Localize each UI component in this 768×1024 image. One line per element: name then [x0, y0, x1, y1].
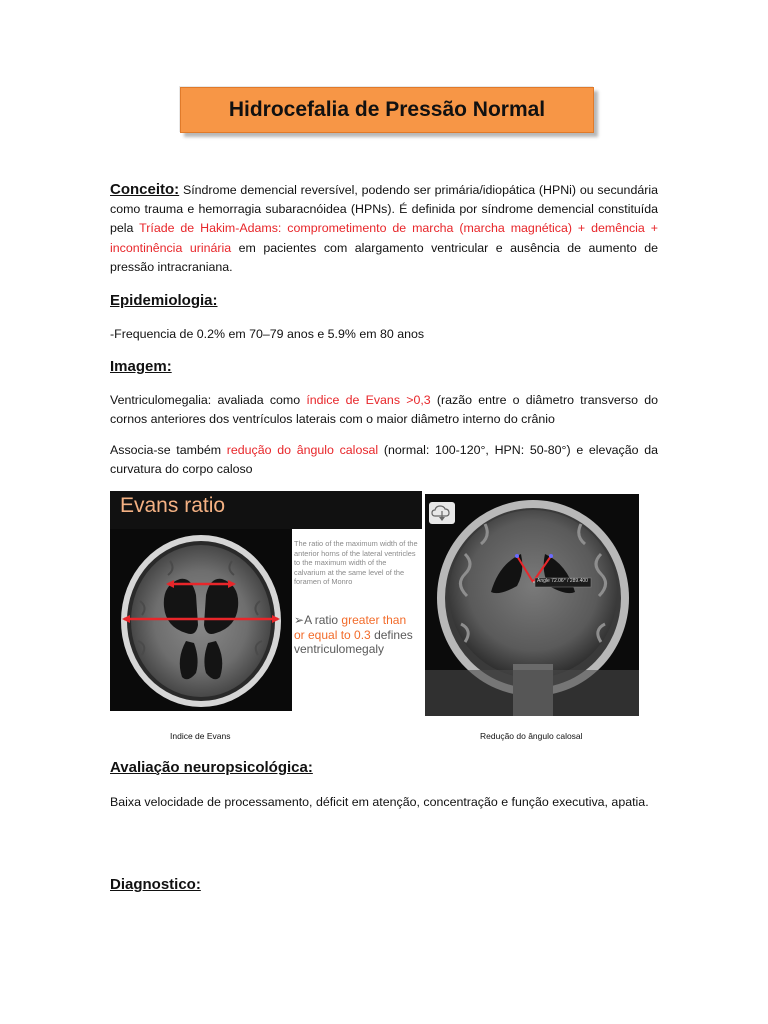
imagem-p1-highlight: índice de Evans >0,3	[306, 393, 431, 407]
evans-ratio-figure	[110, 491, 422, 711]
imagem-p1-text-b: (razão entre o diâmetro transverso do cornos anteriores dos ventrículos laterais com o maior diâmetro interno do crânio	[110, 393, 659, 427]
page-title: Hidrocefalia de Pressão Normal	[228, 98, 546, 121]
bullet-arrow-icon: ➢	[294, 613, 305, 627]
angle-measure-label: Angle 72.06° / 289.400	[537, 578, 588, 584]
brain-tissue	[131, 545, 271, 697]
cloud-download-icon[interactable]	[429, 502, 455, 524]
imagem-heading: Imagem:	[110, 358, 172, 375]
avaliacao-heading: Avaliação neuropsicológica:	[110, 759, 313, 776]
calosal-angle-figure	[425, 494, 639, 716]
evans-caption: Indice de Evans	[170, 731, 231, 741]
imagem-p1-text-a: Ventriculomegalia: avaliada como	[110, 393, 307, 407]
evans-description: The ratio of the maximum width of the anterior horns of the lateral ventricles to the maximum width of the calvarium at the same level of the foramen of Monro	[294, 539, 418, 587]
epidemiologia-text: -Frequencia de 0.2% em 70–79 anos e 5.9% em 80 anos	[110, 327, 425, 341]
evans-bullet	[294, 613, 416, 657]
imagem-paragraph-2	[110, 441, 658, 479]
avaliacao-text: Baixa velocidade de processamento, déficit em atenção, concentração e função executiva, apatia.	[110, 795, 649, 809]
evans-title: Evans ratio	[120, 494, 226, 517]
diagnostico-heading: Diagnostico:	[110, 876, 201, 893]
conceito-text-1: Síndrome demencial reversível, podendo ser primária/idiopática (HPNi) ou secundária como trauma e hemorragia subaracnóidea (HPNs). É definida por síndrome demencial constituída pela	[110, 183, 658, 236]
conceito-highlight: Tríade de Hakim-Adams: comprometimento de marcha (marcha magnética) + demência + incontinência urinária	[110, 221, 658, 255]
evans-bullet-highlight: greater than or equal to 0.3	[294, 613, 407, 642]
conceito-paragraph	[110, 180, 658, 277]
epidemiologia-heading: Epidemiologia:	[110, 292, 218, 309]
conceito-text-2: em pacientes com alargamento ventricular e ausência de aumento de pressão intracraniana.	[110, 240, 658, 274]
imagem-p2-text-b: (normal: 100-120°, HPN: 50-80°) e elevação da curvatura do corpo caloso	[110, 443, 658, 477]
evans-bullet-a: A ratio	[304, 613, 342, 627]
calosal-caption: Redução do ângulo calosal	[480, 731, 583, 741]
imagem-p2-text-a: Associa-se também	[110, 443, 227, 457]
coronal-brain	[449, 510, 617, 678]
evans-bullet-b: defines ventriculomegaly	[294, 627, 413, 656]
title-box	[180, 87, 594, 133]
conceito-heading: Conceito:	[110, 181, 180, 198]
imagem-p2-highlight: redução do ângulo calosal	[226, 443, 379, 457]
imagem-paragraph-1	[110, 391, 658, 429]
